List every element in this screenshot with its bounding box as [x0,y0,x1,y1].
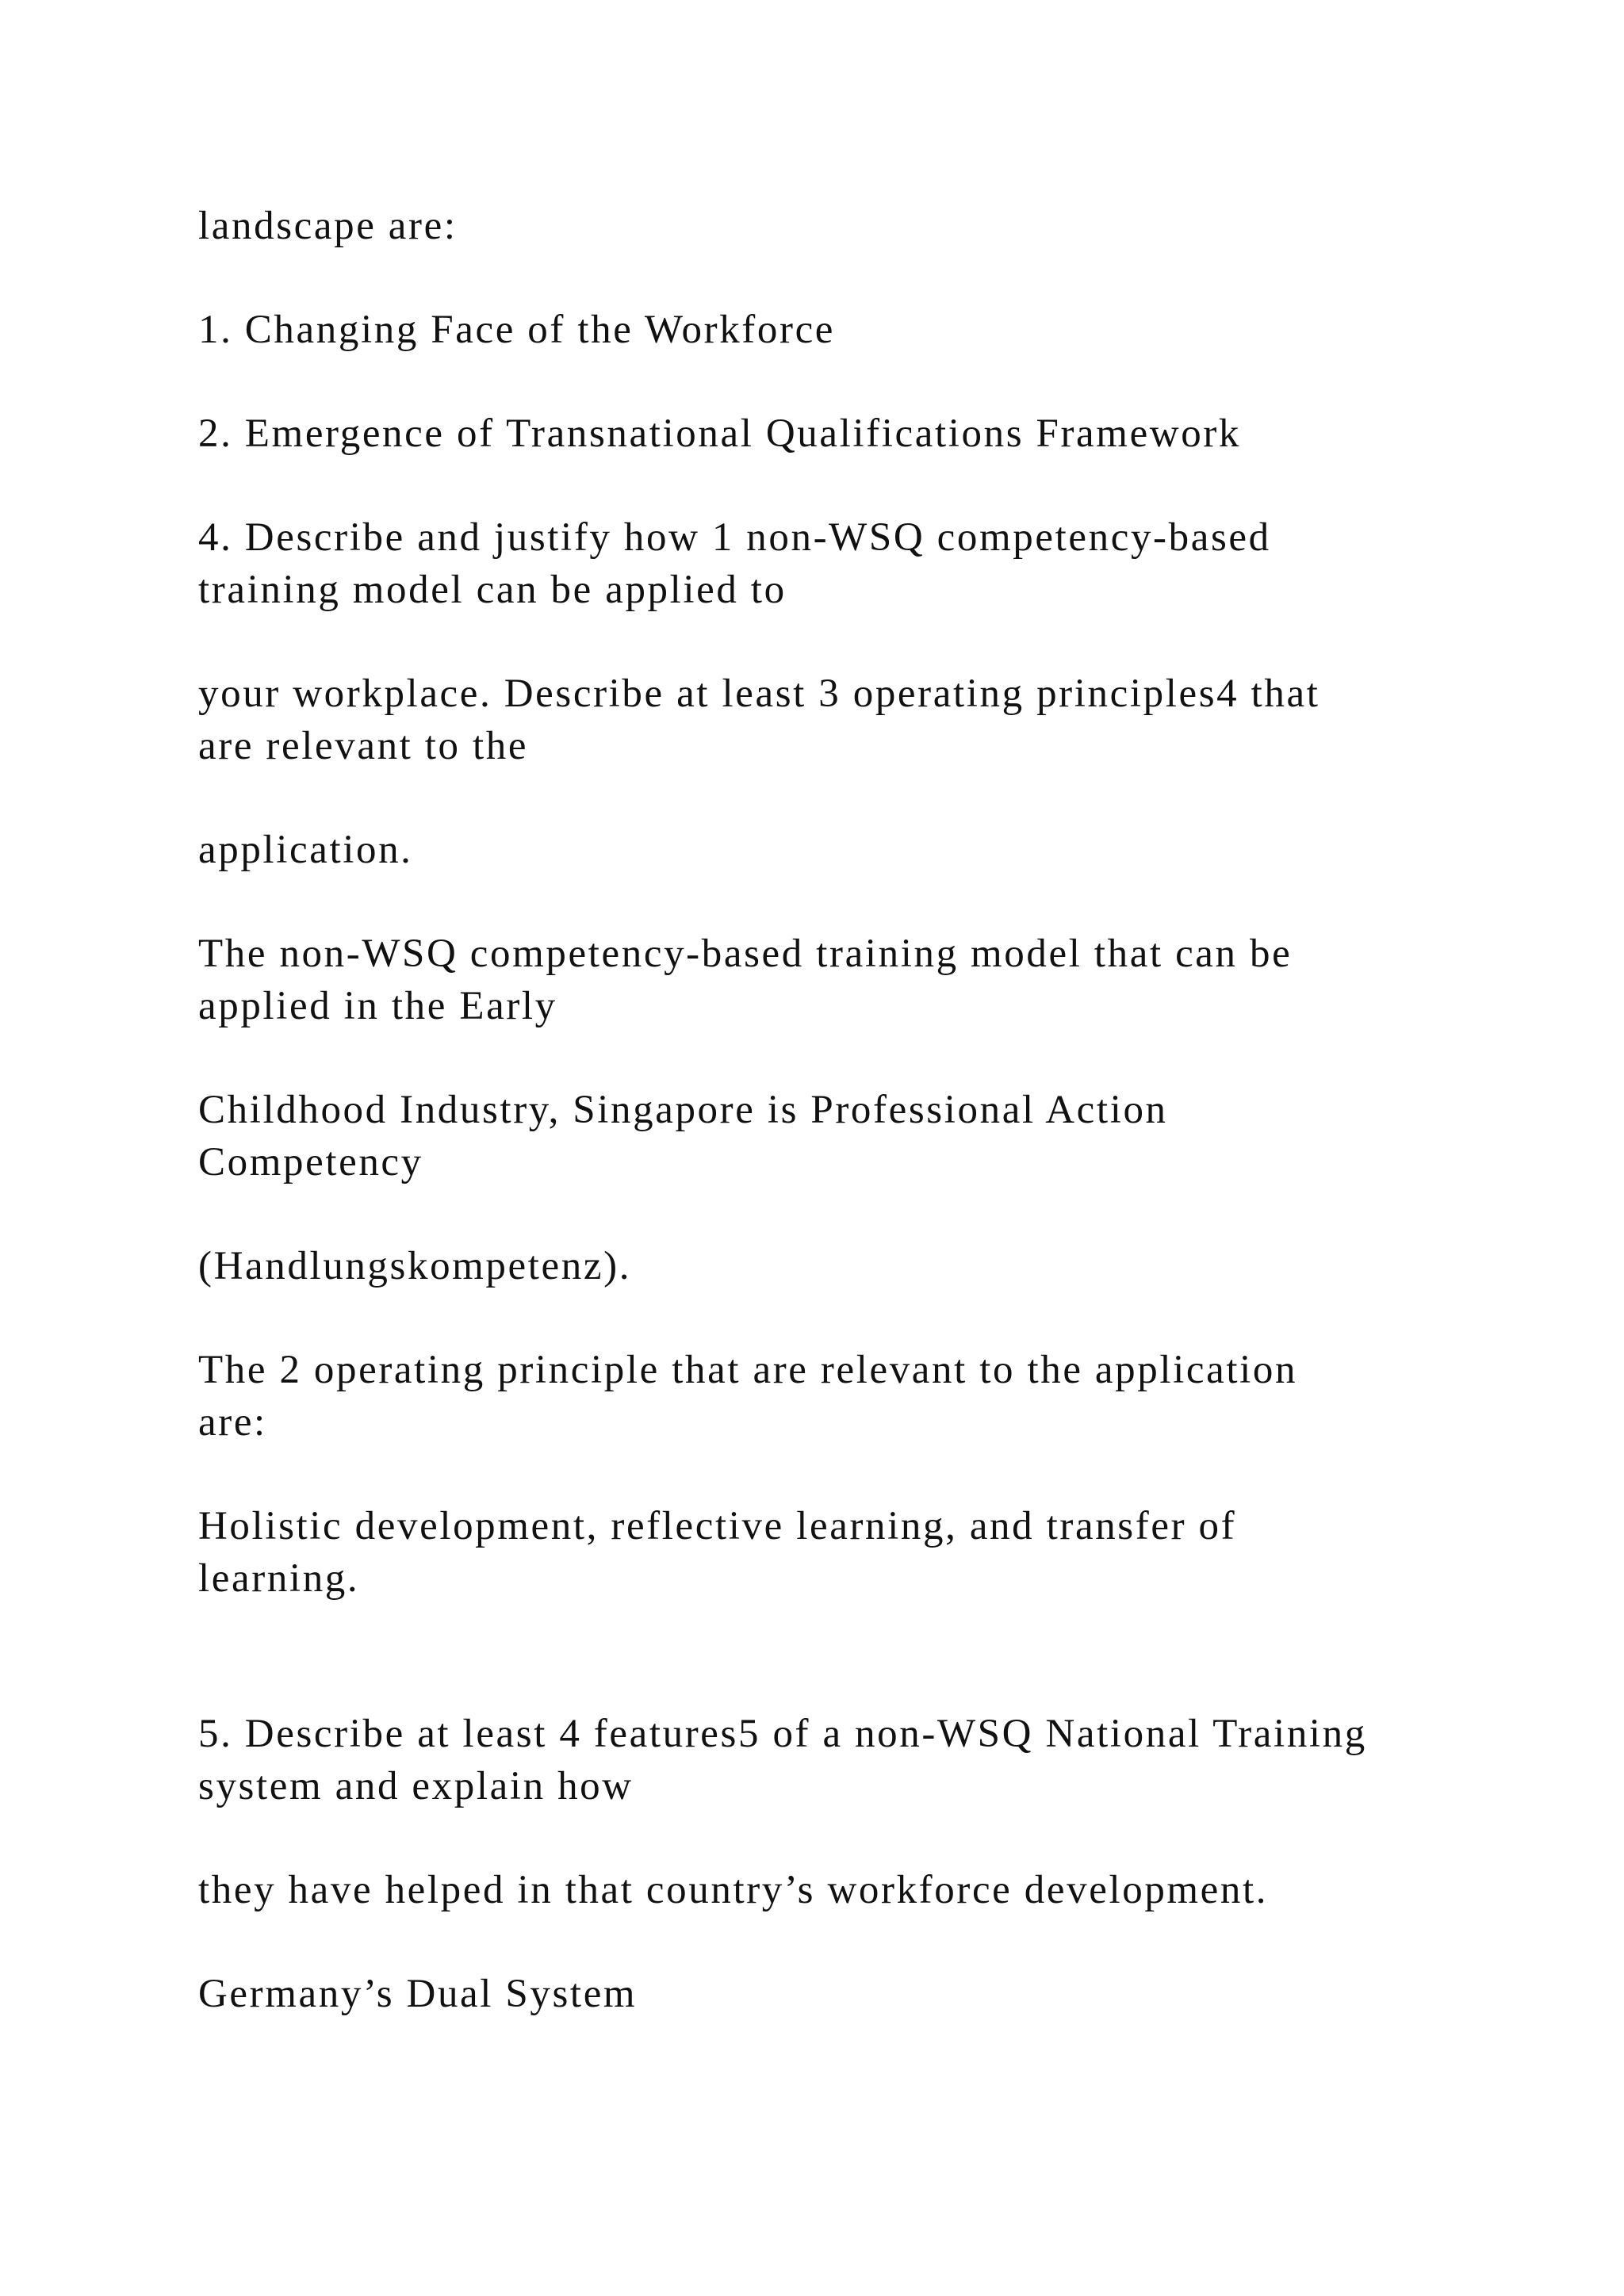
answer-paragraph: Germany’s Dual System [198,1972,638,2016]
answer-paragraph: Holistic development, reflective learning, and transfer of [198,1504,1237,1548]
answer-paragraph: are: [198,1400,267,1445]
answer-paragraph: The non-WSQ competency-based training model that can be [198,932,1293,976]
answer-paragraph: learning. [198,1556,360,1601]
list-item: 1. Changing Face of the Workforce [198,308,836,352]
question-heading: application. [198,828,413,872]
answer-paragraph: (Handlungskompetenz). [198,1244,632,1288]
answer-paragraph: Childhood Industry, Singapore is Professional Action [198,1088,1168,1132]
answer-paragraph: applied in the Early [198,984,557,1028]
text-line: landscape are: [198,204,458,248]
list-item: 2. Emergence of Transnational Qualifications Framework [198,411,1242,456]
question-heading: they have helped in that country’s workforce development. [198,1868,1269,1912]
question-heading: system and explain how [198,1764,634,1808]
question-heading: are relevant to the [198,724,529,768]
question-heading: 5. Describe at least 4 features5 of a non-WSQ National Training [198,1712,1367,1756]
question-heading: training model can be applied to [198,568,787,612]
question-heading: 4. Describe and justify how 1 non-WSQ competency-based [198,515,1271,560]
answer-paragraph: Competency [198,1140,423,1184]
answer-paragraph: The 2 operating principle that are relevant to the application [198,1348,1298,1392]
question-heading: your workplace. Describe at least 3 operating principles4 that [198,672,1320,716]
